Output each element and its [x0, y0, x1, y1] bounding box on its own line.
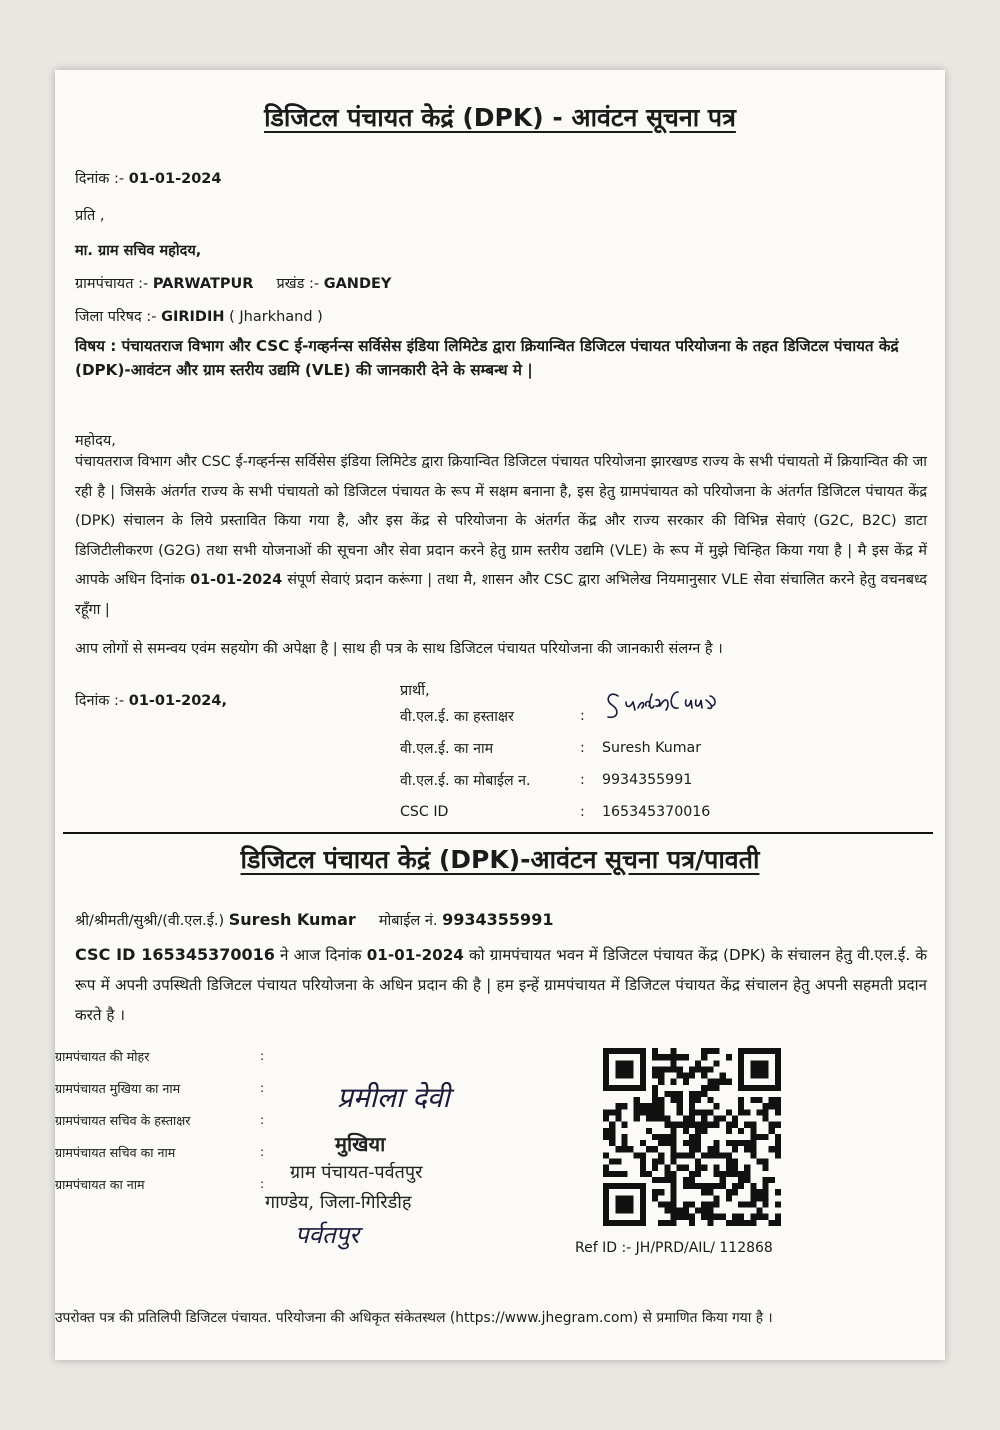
to-line: प्रति ,: [75, 208, 105, 224]
section-divider: [63, 832, 933, 834]
addressee: मा. ग्राम सचिव महोदय,: [75, 243, 202, 259]
vle-name-row: [400, 732, 710, 764]
vle-mobile-value: 9934355991: [602, 772, 693, 788]
csc-id-row: [400, 796, 710, 828]
receipt-text-1: ने आज दिनांक: [280, 946, 362, 964]
person-prefix: श्री/श्रीमती/सुश्री/(वी.एल.ई.): [75, 913, 225, 929]
date-line: [75, 168, 221, 188]
receipt-text-2: को ग्रामपंचायत भवन में डिजिटल पंचायत केंद्र (DPK) के संचालन हेतु वी.एल.ई. के रूप में अपनी उपस्थिती डिजिटल पंचायत परियोजना के अधिन प्रदान की है | हम इन्हें ग्रामपंचायत में डिजिटल पंचायत केंद्र संचालन हेतु अपनी सहमती प्रदान करते है ।: [75, 946, 927, 1024]
colon: :: [580, 740, 585, 756]
block-label: प्रखंड :-: [276, 276, 320, 292]
vle-name-value: Suresh Kumar: [602, 740, 702, 756]
receipt-title: डिजिटल पंचायत केद्रं (DPK)-आवंटन सूचना पत्र/पावती: [240, 845, 760, 874]
applicant-label: प्रार्थी,: [400, 683, 430, 699]
footer-note: उपरोक्त पत्र की प्रतिलिपी डिजिटल पंचायत. परियोजना की अधिकृत संकेतस्थल (https://www.jhegram.com) से प्रमाणित किया गया है ।: [55, 1310, 773, 1326]
csc-id-value: 165345370016: [602, 804, 711, 820]
mobile-value: 9934355991: [442, 910, 554, 929]
vle-signature-icon: [600, 678, 780, 726]
handwritten-gp-name: पर्वतपुर: [295, 1221, 360, 1249]
receipt-person-line: [75, 910, 553, 930]
district-value: GIRIDIH: [161, 309, 225, 325]
state-value: ( Jharkhand ): [229, 309, 323, 325]
body-part-2: संपूर्ण सेवाएं प्रदान करूंगा | तथा मै, शासन और CSC द्वारा अभिलेख नियमानुसार VLE सेवा संचालित करने हेतु वचनबध्द रहूँगा |: [75, 572, 928, 618]
block-value: GANDEY: [323, 276, 392, 292]
letter-title: डिजिटल पंचायत केद्रं (DPK) - आवंटन सूचना पत्र: [264, 103, 736, 132]
vle-sign-label: वी.एल.ई. का हस्ताक्षर: [400, 708, 514, 725]
person-name: Suresh Kumar: [228, 910, 356, 929]
vle-mobile-row: [400, 764, 710, 796]
subject: विषय : पंचायतराज विभाग और CSC ई-गव्हर्नन्स सर्विसेस इंडिया लिमिटेड द्वारा क्रियान्वित डिजिटल पंचायत परियोजना के तहत डिजिटल पंचायत केद्रं (DPK)-आवंटन और ग्राम स्तरीय उद्यमि (VLE) की जानकारी देने के सम्बन्ध मे |: [75, 337, 899, 379]
mobile-label: मोबाईल नं.: [378, 913, 438, 929]
receipt-date: 01-01-2024: [366, 946, 464, 964]
gp-value: PARWATPUR: [152, 276, 254, 292]
date-value: 01-01-2024: [128, 171, 222, 187]
vle-mobile-label: वी.एल.ई. का मोबाईल न.: [400, 772, 531, 789]
stamp-line-3: गाण्डेय, जिला-गिरिडीह: [265, 1192, 412, 1213]
sign-date-line: [75, 690, 227, 710]
colon: :: [580, 708, 585, 724]
colon: :: [580, 804, 585, 820]
date-label: दिनांक :-: [75, 171, 125, 187]
gp-block-line: [75, 273, 391, 293]
body-closing: आप लोगों से समन्वय एवंम सहयोग की अपेक्षा है | साथ ही पत्र के साथ डिजिटल पंचायत परियोजना की जानकारी संलग्न है ।: [75, 641, 723, 657]
district-label: जिला परिषद :-: [75, 309, 157, 325]
letter-page: [55, 70, 945, 1360]
field-secretary-sign: ग्रामपंचायत सचिव के हस्ताक्षर :: [55, 1112, 265, 1128]
letter-body: [75, 448, 927, 625]
field-secretary-name: ग्रामपंचायत सचिव का नाम :: [55, 1144, 265, 1160]
vle-name-label: वी.एल.ई. का नाम: [400, 740, 494, 757]
receipt-csc-id: CSC ID 165345370016: [75, 945, 275, 964]
csc-id-label: CSC ID: [400, 804, 449, 820]
stamp-line-2: ग्राम पंचायत-पर्वतपुर: [290, 1162, 423, 1183]
salutation: महोदय,: [75, 433, 116, 449]
mukhiya-signature: प्रमीला देवी: [337, 1081, 450, 1114]
field-gp-name: ग्रामपंचायत का नाम :: [55, 1176, 265, 1192]
body-part-1: पंचायतराज विभाग और CSC ई-गव्हर्नन्स सर्विसेस इंडिया लिमिटेड द्वारा क्रियान्वित डिजिटल पंचायत परियोजना झारखण्ड राज्य के सभी पंचायतो में क्रियान्वित की जा रही है | जिसके अंतर्गत राज्य के सभी पंचायतो को डिजिटल पंचायत के रूप में सक्षम बनाना है, इस हेतु ग्रामपंचायत को परियोजना के अंतर्गत डिजिटल पंचायत केंद्र (DPK) संचालन के लिये प्रस्तावित किया गया है, और इस केंद्र से परियोजना के अंतर्गत केंद्र और राज्य सरकार की विभिन्न सेवाएं (G2C, B2C) डाटा डिजिटीलीकरण (G2G) तथा सभी योजनाओं की सूचना और सेवा प्रदान करने हेतु ग्राम स्तरीय उद्यमि (VLE) के रूप में मुझे चिन्हित किया गया है | मै इस केंद्र में आपके अधिन दिनांक: [75, 454, 927, 588]
gp-label: ग्रामपंचायत :-: [75, 276, 149, 292]
stamp-line-1: मुखिया: [335, 1132, 386, 1156]
receipt-body: [75, 940, 927, 1030]
field-mukhiya-name: ग्रामपंचायत मुखिया का नाम :: [55, 1080, 265, 1096]
qr-code-icon: [603, 1048, 781, 1226]
body-date: 01-01-2024: [190, 572, 283, 588]
sign-date-label: दिनांक :-: [75, 693, 125, 709]
sign-date-value: 01-01-2024,: [128, 693, 227, 709]
colon: :: [580, 772, 585, 788]
field-gp-seal: ग्रामपंचायत की मोहर :: [55, 1048, 265, 1064]
district-line: [75, 306, 323, 326]
ref-id: Ref ID :- JH/PRD/AIL/ 112868: [575, 1240, 773, 1256]
